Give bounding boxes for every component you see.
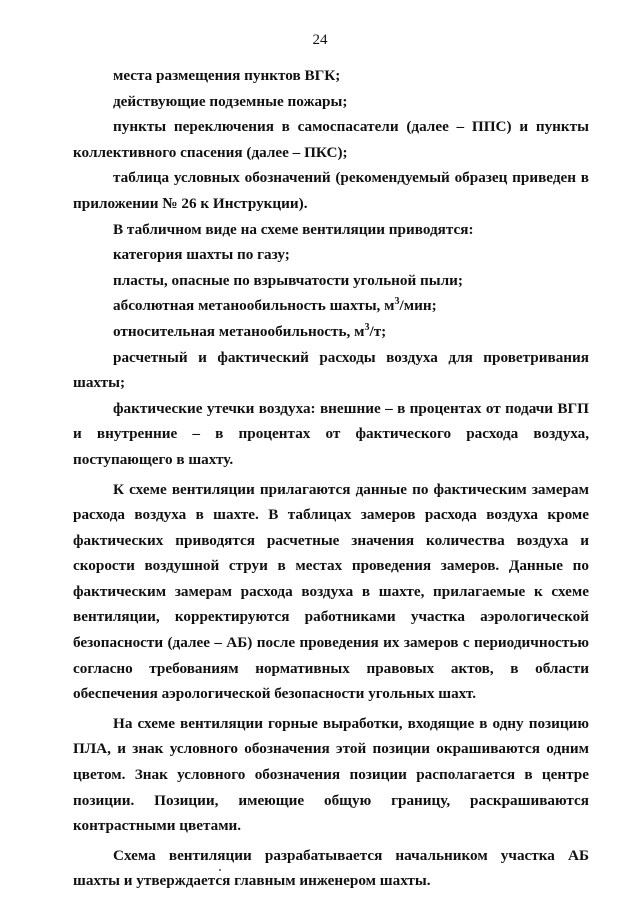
paragraph: места размещения пунктов ВГК; <box>113 67 341 84</box>
paragraph: Схема вентиляции разрабатывается начальником участка АБ шахты и утверждается главным инженером шахты. <box>73 846 589 890</box>
paragraph-text: абсолютная метанообильность шахты, м <box>113 297 395 315</box>
paragraph: категория шахты по газу; <box>113 246 290 264</box>
paragraph: пласты, опасные по взрывчатости угольной пыли; <box>113 271 463 289</box>
superscript: 3 <box>394 296 400 308</box>
paragraph: В табличном виде на схеме вентиляции приводятся: <box>113 220 474 238</box>
paragraph <box>73 319 589 345</box>
paragraph: действующие подземные пожары; <box>113 92 348 110</box>
paragraph: На схеме вентиляции горные выработки, входящие в одну позицию ПЛА, и знак условного обозначения этой позиции окрашиваются одним цветом. Знак условного обозначения позиции располагается в центре позиции. Позиции, имеющие общую границу, раскрашиваются контрастными цветами. <box>73 714 589 835</box>
paragraph <box>73 293 589 319</box>
page-number: 24 <box>312 32 328 48</box>
paragraph: таблица условных обозначений (рекомендуемый образец приведен в приложении № 26 к Инструкции). <box>73 169 589 212</box>
paragraph: пункты переключения в самоспасатели (далее – ППС) и пункты коллективного спасения (далее – ПКС); <box>73 118 589 161</box>
unit-suffix: /мин; <box>399 297 437 315</box>
scan-artifact-dot <box>219 869 221 871</box>
unit-suffix: /т; <box>369 322 387 340</box>
paragraph: К схеме вентиляции прилагаются данные по фактическим замерам расхода воздуха в шахте. В таблицах замеров расхода воздуха кроме фактических приводятся расчетные значения количества воздуха и скорости воздушной струи в местах проведения замеров. Данные по фактическим замерам расхода воздуха в шахте, прилагаемые к схеме вентиляции, корректируются работниками участка аэрологической безопасности (далее – АБ) после проведения их замеров с периодичностью согласно требованиям нормативных правовых актов, в области обеспечения аэрологической безопасности угольных шахт. <box>73 480 589 703</box>
paragraph-text: относительная метанообильность, м <box>113 322 365 340</box>
paragraph: расчетный и фактический расходы воздуха для проветривания шахты; <box>73 348 589 392</box>
paragraph: фактические утечки воздуха: внешние – в процентах от подачи ВГП и внутренние – в процентах от фактического расхода воздуха, поступающего в шахту. <box>73 399 589 468</box>
superscript: 3 <box>364 321 370 333</box>
document-body <box>73 63 589 894</box>
